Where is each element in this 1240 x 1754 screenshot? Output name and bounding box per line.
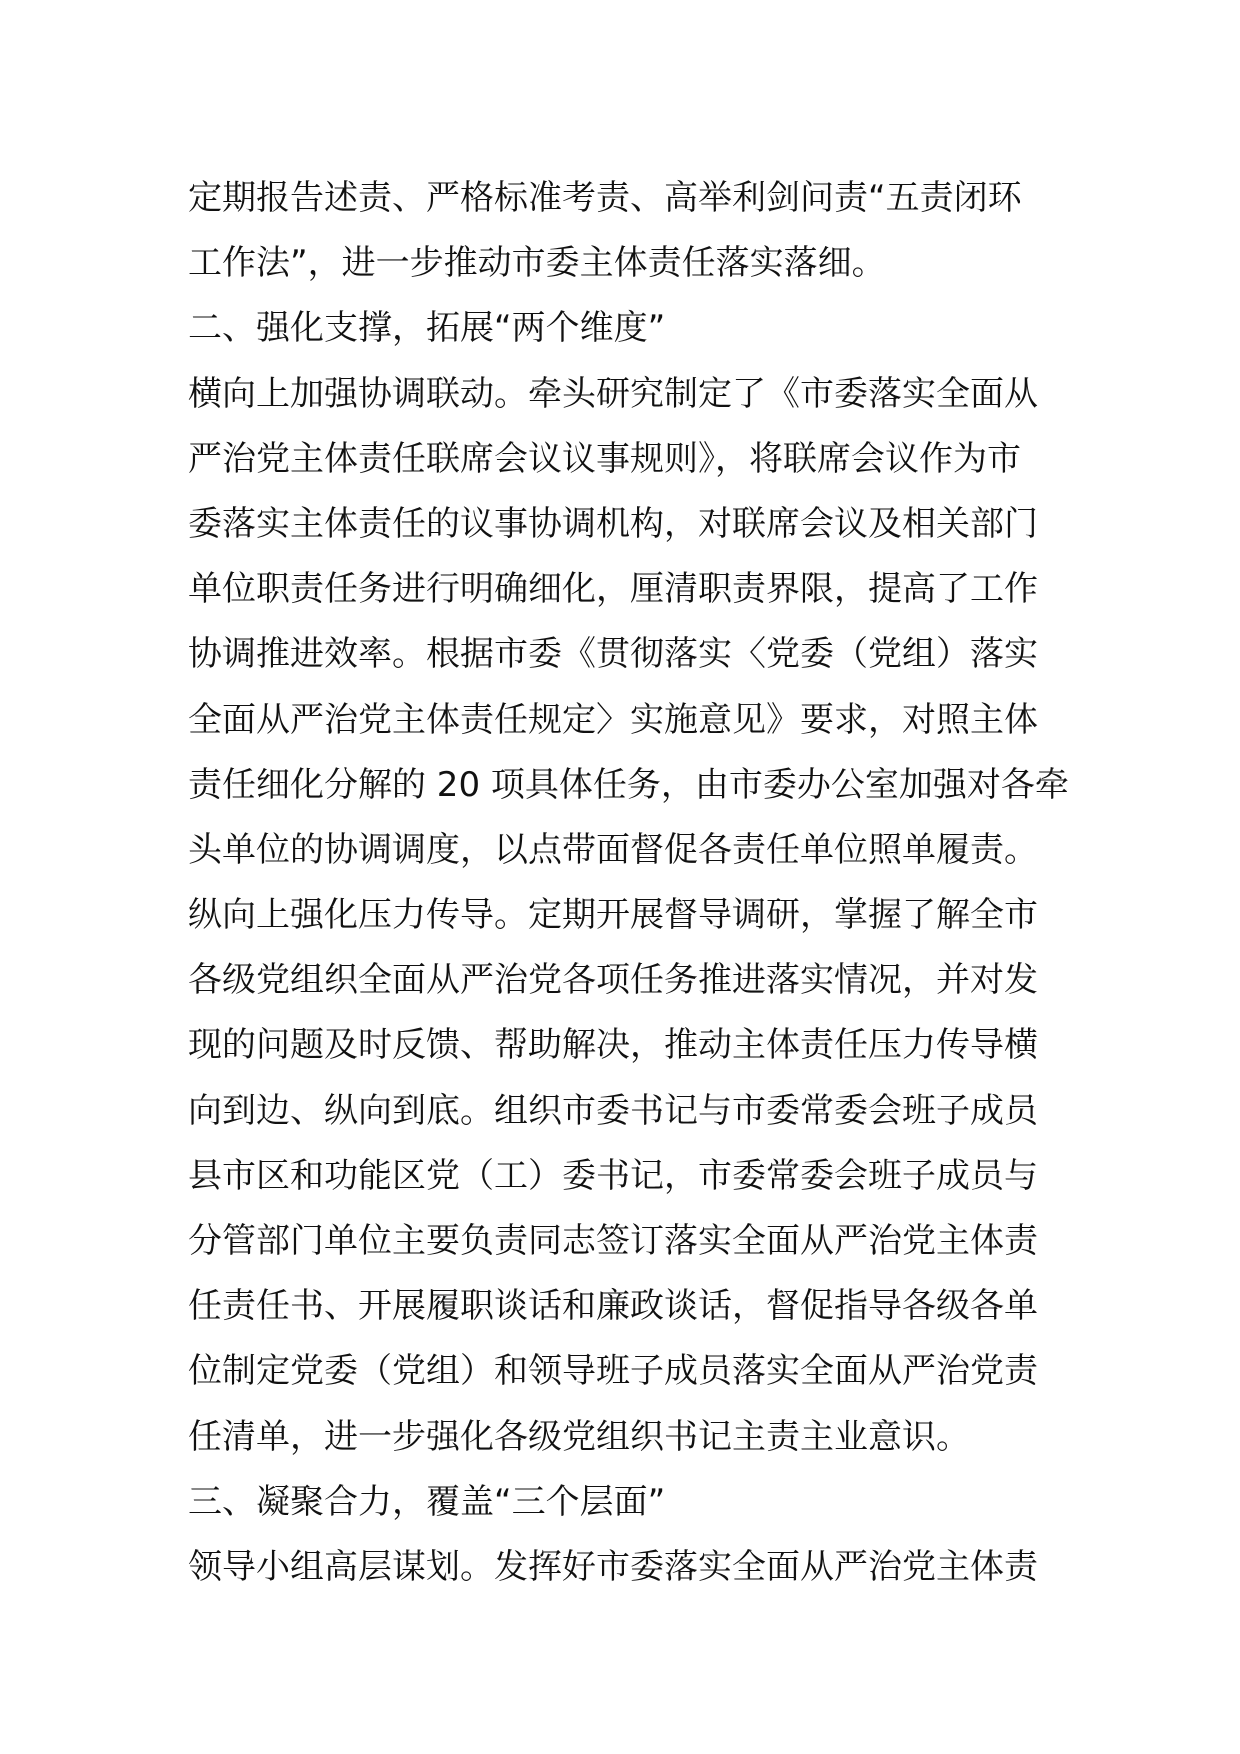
text-line: 单位职责任务进行明确细化，厘清职责界限，提高了工作 [188, 569, 1038, 610]
section-heading: 三、凝聚合力，覆盖“三个层面” [188, 1481, 666, 1522]
text-line: 全面从严治党主体责任规定〉实施意见》要求，对照主体 [188, 699, 1038, 740]
text-line: 严治党主体责任联席会议议事规则》，将联席会议作为市 [188, 438, 1021, 479]
text-line: 县市区和功能区党（工）委书记，市委常委会班子成员与 [188, 1155, 1038, 1196]
text-line: 纵向上强化压力传导。定期开展督导调研，掌握了解全市 [188, 895, 1038, 936]
text-line: 向到边、纵向到底。组织市委书记与市委常委会班子成员 [188, 1090, 1038, 1131]
text-line: 领导小组高层谋划。发挥好市委落实全面从严治党主体责 [188, 1546, 1038, 1587]
text-line: 委落实主体责任的议事协调机构，对联席会议及相关部门 [188, 503, 1038, 544]
text-line: 责任细化分解的 20 项具体任务，由市委办公室加强对各牵 [188, 764, 1069, 805]
text-line: 定期报告述责、严格标准考责、高举利剑问责“五责闭环 [188, 178, 1022, 218]
section-heading: 二、强化支撑，拓展“两个维度” [188, 308, 666, 349]
text-line: 任责任书、开展履职谈话和廉政谈话，督促指导各级各单 [188, 1286, 1038, 1327]
text-line: 横向上加强协调联动。牵头研究制定了《市委落实全面从 [188, 373, 1038, 414]
text-line: 头单位的协调调度，以点带面督促各责任单位照单履责。 [188, 829, 1038, 870]
document-body [188, 166, 1068, 1600]
text-line: 协调推进效率。根据市委《贯彻落实〈党委（党组）落实 [188, 634, 1038, 675]
text-line: 位制定党委（党组）和领导班子成员落实全面从严治党责 [188, 1351, 1038, 1392]
text-line: 工作法”，进一步推动市委主体责任落实落细。 [188, 243, 886, 284]
text-line: 各级党组织全面从严治党各项任务推进落实情况，并对发 [188, 960, 1038, 1001]
text-line: 现的问题及时反馈、帮助解决，推动主体责任压力传导横 [188, 1025, 1038, 1066]
text-line: 分管部门单位主要负责同志签订落实全面从严治党主体责 [188, 1221, 1038, 1261]
text-line: 任清单，进一步强化各级党组织书记主责主业意识。 [188, 1416, 970, 1457]
